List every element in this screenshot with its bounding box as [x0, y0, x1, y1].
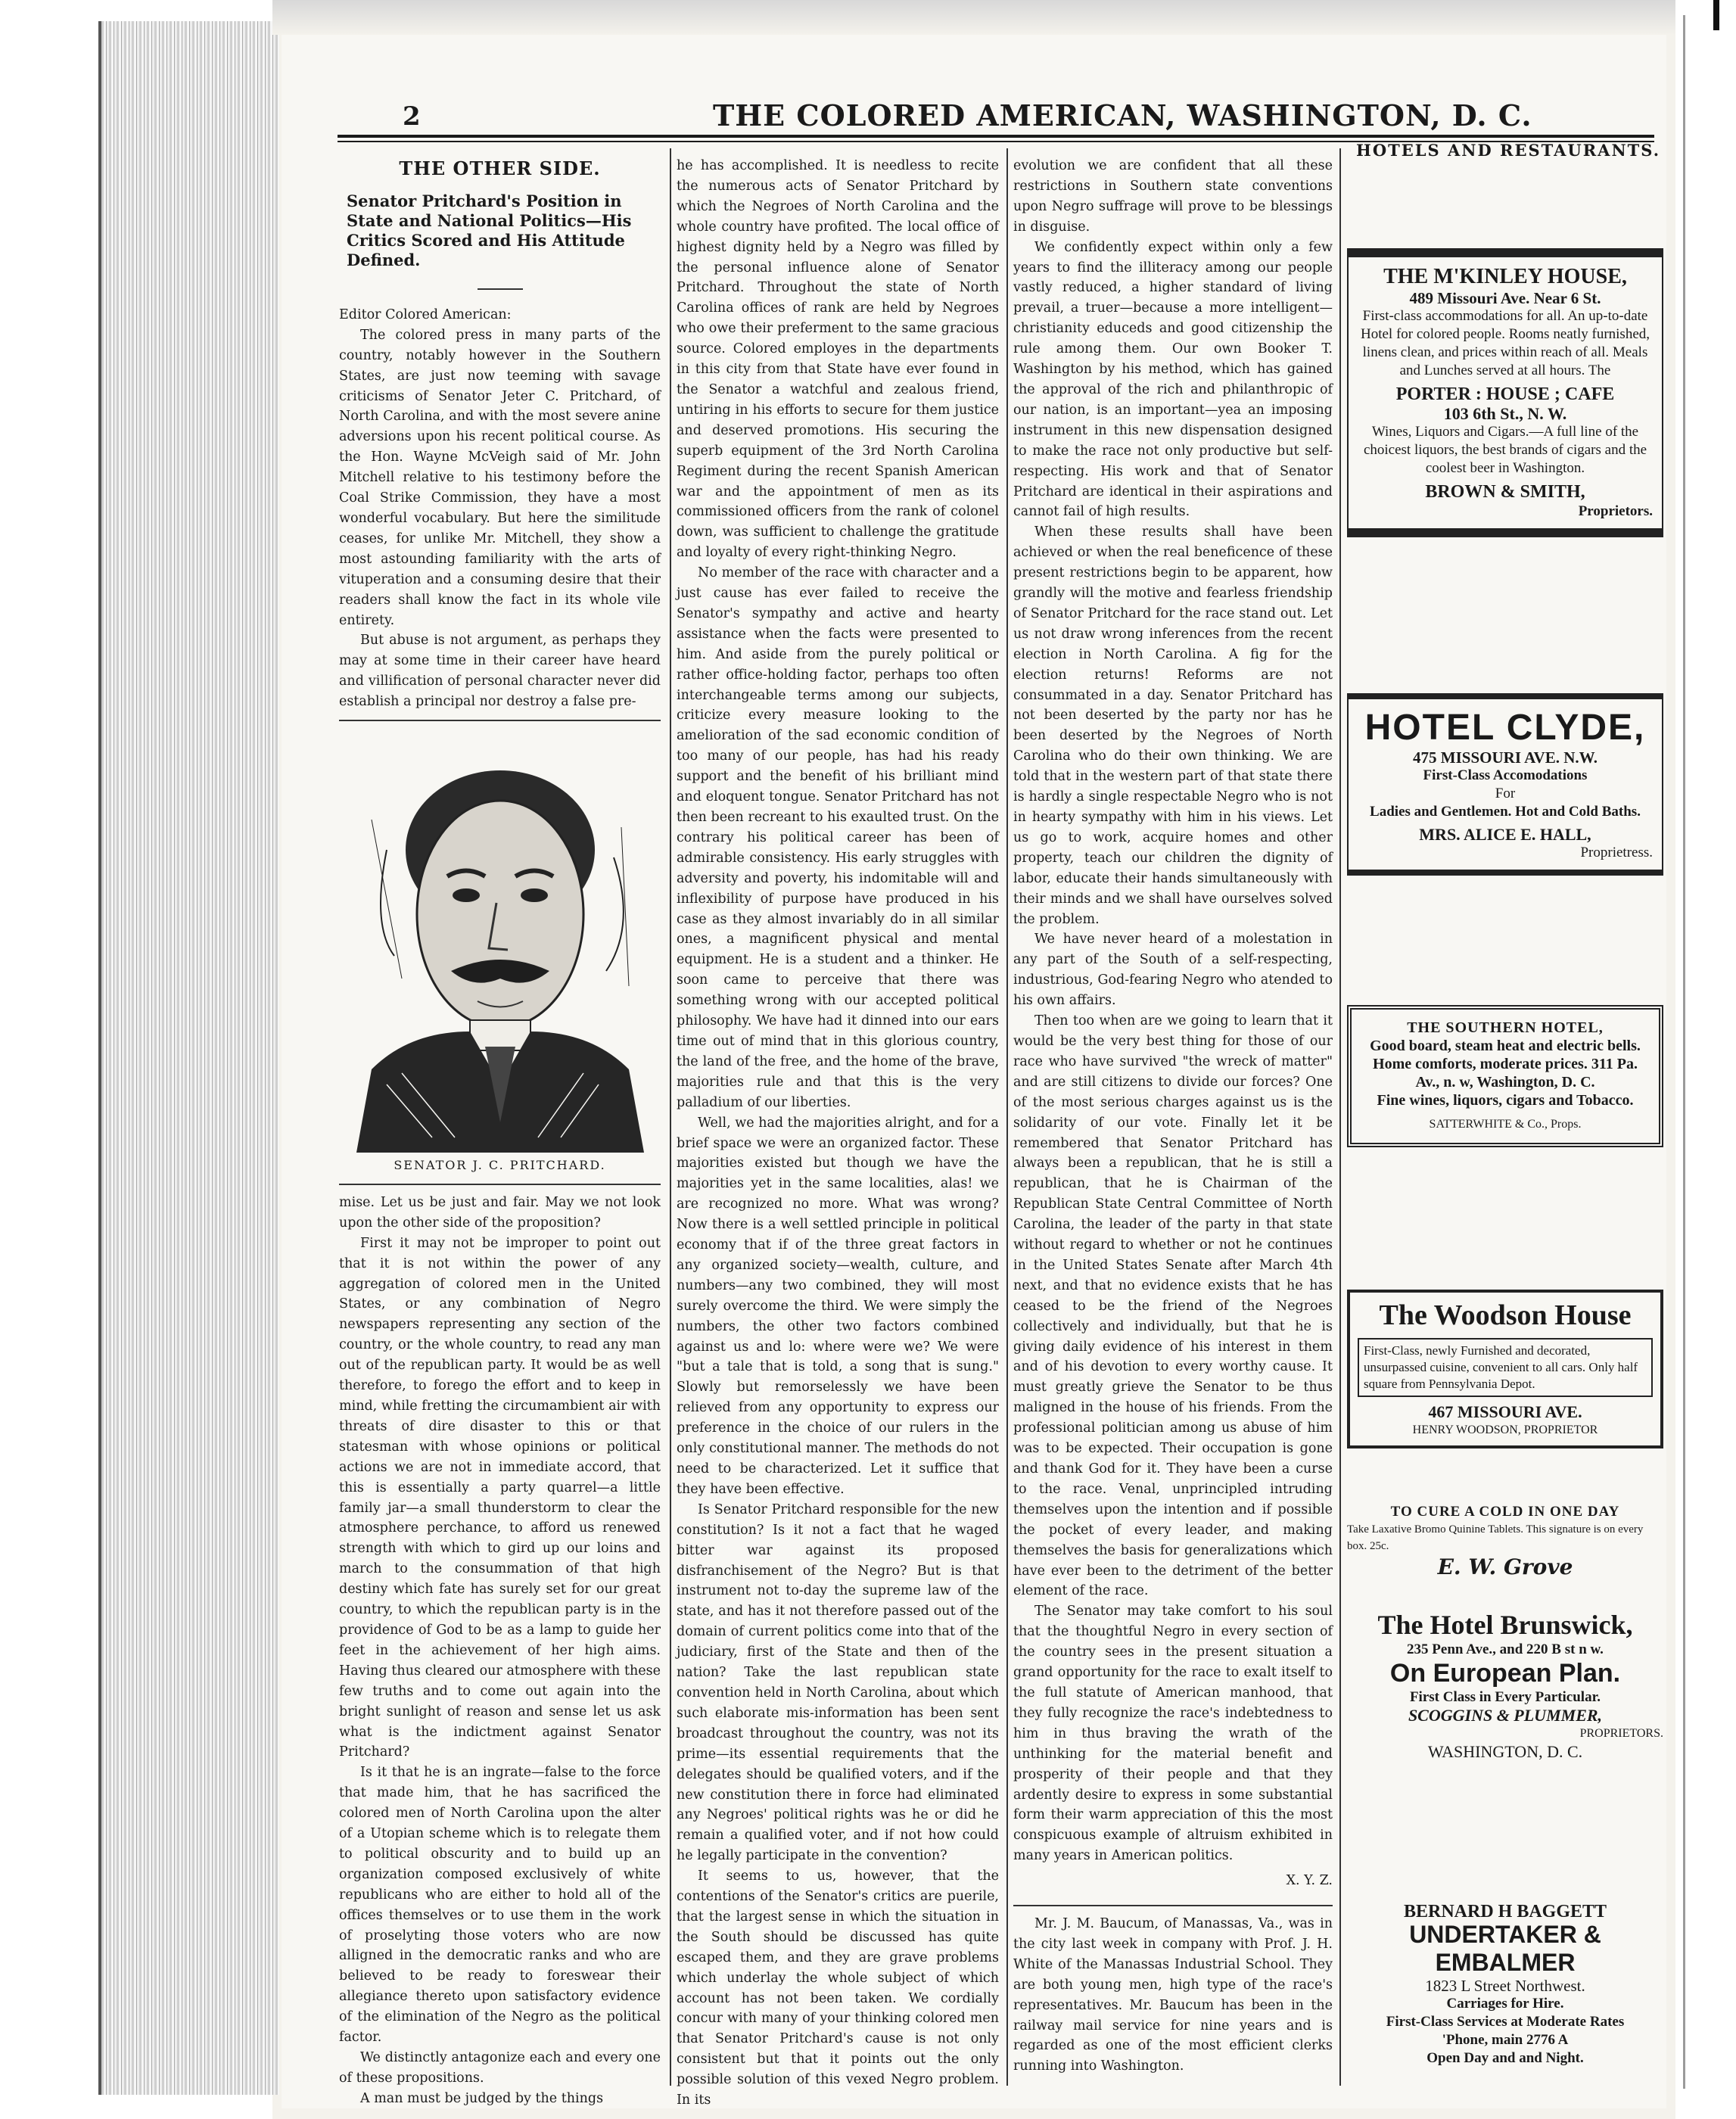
ad-address: 475 MISSOURI AVE. N.W. [1413, 748, 1598, 767]
ad-subtitle: UNDERTAKER & EMBALMER [1409, 1921, 1601, 1976]
paragraph: It seems to us, however, that the contentions of the Senator's critics are puerile, that the largest sense in which the situation in the South should be discussed has quite escaped them, and they are grave problems which underlay the whole subject of which account has not been taken. We cordially concur with many of your thinking colored men that Senator Pritchard's cause is not only consistent but that it points out the only possible solution of this vexed Negro problem. In its [677, 1869, 999, 2108]
masthead-rule [338, 135, 1654, 138]
ad-title: The Hotel Brunswick, [1377, 1610, 1633, 1640]
ad-role: PROPRIETORS. [1579, 1727, 1663, 1740]
article-deck: Senator Pritchard's Position in State and National Politics—His Critics Scored and His Attitude Defined. [347, 191, 632, 269]
paragraph: he has accomplished. It is needless to recite the numerous acts of Senator Pritchard by which the Negroes of North Carolina and the whole country have profited. The local office of highest dignity held by a Negro was filled by the personal influence alone of Senator Pritchard. Throughout the state of North Carolina offices of rank are held by Negroes who owe their preferment to the same gracious source. Colored employes in the departments in this city from that State have ever found in the Senator a watchful and zealous friend, untiring in his efforts to secure for them justice and deserved promotions. His securing the superb equipment of the 3rd North Carolina Regiment during the recent Spanish American war and the appointment of men as its commissioned officers from the rank of colonel down, was sufficient to challenge the gratitude and loyalty of every right-thinking Negro. [677, 158, 999, 561]
ad-title: TO CURE A COLD IN ONE DAY [1390, 1504, 1620, 1520]
paragraph: First it may not be improper to point out that it is not within the power of any aggregation of colored men in the United States, or any combination of Negro newspapers representing any section of the country, or the whole country, to read any man out of the republican party. It would be as well therefore, to forego the effort and to keep in mind, while fretting the circumambient air with threats of dire disaster to this or that statesman with whose opinions or political actions we are not in immediate accord, that this is essentially a party quarrel—a little family jar—a small thunderstorm to clear the atmosphere perchance, to afford us renewed strength with which to gird up our loins and march to the consummation of that high destiny which fate has surely set for our great country, to which the republican party is in the providence of God to be as a lamp to guide her feet in the achievement of her high aims. Having thus cleared our atmosphere with these few truths and to come out again into the bright sunlight of reason and sense let us ask what is the indictment against Senator Pritchard? [339, 1235, 661, 1760]
article-signature: X. Y. Z. [1286, 1873, 1333, 1889]
ad-title: THE M'KINLEY HOUSE, [1383, 265, 1627, 288]
paragraph: The colored press in many parts of the country, notably however in the Southern States, are just now teeming with savage criticisms of Senator Jeter C. Pritchard, of North Carolina, and with the most severe anine adversions upon his recent political course. As the Hon. Wayne McVeigh said of Mr. John Mitchell relative to his testimony before the Coal Strike Commission, they have a most wonderful vocabulary. But here the similitude ceases, for unlike Mr. Mitchell, they show a most astounding familiarity with the arts of vituperation and a consuming desire that their readers shall know the fact in its whole vile entirety. [339, 327, 661, 628]
separator [339, 1184, 661, 1185]
paragraph: The Senator may take comfort to his soul that the thoughtful Negro in every section of the country sees in the present situation a grand opportunity for the race to exalt itself to the full statute of American manhood, that they fully recognize the race's indebtedness to him in thus braving the wrath of the unthinking for the material benefit and prosperity of their people and that they ardently desire to express in some substantial form their warm appreciation of this the most conspicuous example of altruism exhibited in many years in American politics. [1013, 1604, 1333, 1864]
paragraph: We confidently expect within only a few years to find the illiteracy among our people vastly reduced, a higher standard of living prevail, a truer—because a more intelligent—christianity educeds and good citizenship the rule among them. Our own Booker T. Washington by his method, which has gained the approval of the rich and philanthropic of our nation, is an important—yea an imposing instrument in this new dispensation designed to make the race not only productive but self-respecting. His work and that of Senator Pritchard are identical in their aspirations and cannot fail of high results. [1013, 239, 1333, 520]
ad-subtitle: PORTER : HOUSE ; CAFE [1395, 384, 1615, 404]
ad-body: Fine wines, liquors, cigars and Tobacco. [1377, 1092, 1634, 1109]
ad-owner: BROWN & SMITH, [1425, 482, 1585, 502]
paragraph: mise. Let us be just and fair. May we not look upon the other side of the proposition? [339, 1194, 661, 1231]
ad-body: For [1495, 786, 1516, 801]
ad-woodson-house [1347, 1290, 1663, 1448]
paragraph: Then too when are we going to learn that it would be the very best thing for those of our race who have survived "the wreck of matter" and are still citizens to divide our forces? One of the most serious charges against us is the solidarity of our vote. Finally let it be remembered that Senator Pritchard has always been a republican, that he is still a republican, that he is Chairman of the Republican State Central Committee of North Carolina, the leader of the party in that state without regard to whether or not he continues in the United States Senate after March 4th next, and that no evidence exists that he has ceased to be the friend of the Negroes collectively and individually, but that he is giving daily evidence of his interest in them and of his devotion to every worthy cause. It must greatly grieve the Senator to be thus maligned in the house of his friends. From the professional politician among us abuse of him was to be expected. Their occupation is gone and thank God for it. They have been a curse to the race. Venal, unprincipled intruding themselves upon the intention and if possible the pocket of every leader, and making themselves the basis for generalizations which have ever been to the detriment of the better element of the race. [1013, 1013, 1333, 1599]
ad-address: 103 6th St., N. W. [1443, 404, 1567, 423]
separator [1013, 1905, 1333, 1906]
ad-baggett-undertaker [1347, 1903, 1663, 2068]
ad-body: First-Class, newly Furnished and decorated, unsurpassed cuisine, convenient to all cars. Only half square from Pennsylvania Depot. [1358, 1338, 1653, 1397]
column-divider [670, 148, 671, 2086]
portrait-caption: SENATOR J. C. PRITCHARD. [394, 1158, 606, 1173]
column-divider [1339, 148, 1341, 2086]
ad-address: 467 MISSOURI AVE. [1428, 1402, 1582, 1421]
ad-body: First Class in Every Particular. [1409, 1689, 1601, 1705]
ad-hotel-brunswick [1347, 1609, 1663, 1761]
paragraph: Is Senator Pritchard responsible for the new constitution? Is it not a fact that he waged bitter war against its proposed disfranchisement of the Negro? But is that instrument not to-day the supreme law of the state, and has it not therefore passed out of the domain of current politics come into that of the judiciary, first of the State and then of the nation? Take the last republican state convention held in North Carolina, about which such elaborate mis-information has been sent broadcast throughout the country, was not its prime—its essential requirements that the delegates should be qualified voters, and if the new constitution there in force had eliminated any Negroes' political rights was he or did he remain a qualified voter, and if not how could he legally participate in the convention? [677, 1501, 999, 1864]
column-divider [1006, 148, 1008, 2086]
ad-role: Proprietors. [1578, 503, 1653, 519]
article-headline: THE OTHER SIDE. [399, 157, 601, 179]
paragraph: We distinctly antagonize each and every one of these propositions. [339, 2050, 661, 2086]
ad-body: Carriages for Hire. [1446, 1996, 1564, 2012]
ad-title: BERNARD H BAGGETT [1403, 1902, 1607, 1921]
salutation: Editor Colored American: [339, 306, 512, 322]
top-shadow [272, 0, 1675, 35]
paragraph: When these results shall have been achieved or when the real beneficence of these present restrictions begin to be apparent, how grandly will the motive and fearless friendship of Senator Pritchard for the race stand out. Let us not draw wrong inferences from the recent election in North Carolina. A fig for the election returns! Reforms are not consummated in a day. Senator Pritchard has not been deserted by the party nor has he been deserted by the Negroes of North Carolina who do their own thinking. We are told that in the western part of that state there is hardly a single respectable Negro who is not in hearty sympathy with him in his views. Let us go to work, acquire homes and other property, teach our children the dignity of labor, educate their hands simultaneously with their minds and we shall have ourselves solved the problem. [1013, 524, 1333, 927]
paragraph: A man must be judged by the things [360, 2090, 604, 2106]
paragraph: Is it that he is an ingrate—false to the force that made him, that he has sacrificed the colored men of North Carolina upon the alter of a Utopian scheme which is to relegate them to political obscurity and to build up an organization composed exclusively of white republicans who are either to hold all of the offices themselves or to use them in the work of proselyting those voters who are now alligned in the democratic ranks and who are believed to be ready to foreswear their allegiance thereto upon satisfactory evidence of the elimination of the Negro as the political factor. [339, 1765, 661, 2046]
paragraph: But abuse is not argument, as perhaps they may at some time in their career have heard and villification of personal character never did establish a principal nor destroy a false pre- [339, 633, 661, 710]
masthead: THE COLORED AMERICAN, WASHINGTON, D. C. [713, 98, 1532, 132]
ad-body: First-Class Accomodations [1423, 767, 1588, 783]
paragraph: We have never heard of a molestation in any part of the South of a self-respecting, industrious, God-fearing Negro who atended to his own affairs. [1013, 932, 1333, 1009]
ad-title: HOTEL CLYDE, [1364, 708, 1646, 748]
article-column-3 [1013, 156, 1333, 2077]
ad-subtitle: On European Plan. [1389, 1659, 1621, 1688]
ad-body: Take Laxative Bromo Quinine Tablets. This signature is on every box. 25c. [1347, 1523, 1644, 1552]
ad-bromo-quinine [1347, 1503, 1663, 1579]
ad-title: The Woodson House [1379, 1299, 1632, 1331]
senator-portrait-image [341, 729, 659, 1153]
ads-section-heading: HOTELS AND RESTAURANTS. [1356, 141, 1661, 160]
page-edges [98, 21, 279, 2095]
article-column-1 [339, 156, 661, 2109]
ad-owner: HENRY WOODSON, [1412, 1424, 1521, 1436]
ad-body: Ladies and Gentlemen. Hot and Cold Baths. [1370, 804, 1641, 820]
ad-role: PROPRIETOR [1523, 1424, 1598, 1436]
ad-city: WASHINGTON, D. C. [1427, 1742, 1583, 1761]
ad-body: Good board, steam heat and electric bells. Home comforts, moderate prices. 311 Pa. Av., n. w, Washington, D. C. [1370, 1038, 1641, 1091]
separator [478, 288, 523, 290]
ad-address: 235 Penn Ave., and 220 B st n w. [1407, 1641, 1604, 1657]
ad-mckinley-house [1347, 248, 1663, 537]
ad-address: 489 Missouri Ave. Near 6 St. [1409, 289, 1601, 307]
ad-southern-hotel [1347, 1005, 1663, 1147]
paragraph: No member of the race with character and a just cause has ever failed to receive the Senator's sympathy and active and hearty assistance when the facts were presented to him. And aside from the purely political or rather office-holding factor, perhaps too often interchangeable terms among our subjects, criticize every measure looking to the amelioration of the sad economic condition of too many of our people, has had his ready support and the benefit of his brilliant mind and eloquent tongue. Senator Pritchard has not then been recreant to his exaulted trust. On the contrary his political career has been of admirable consistency. His early struggles with adversity and poverty, his indomitable will and inflexibility of purpose have produced in his case as they almost invariably do in all similar ones, a magnificent physical and mental equipment. He is a student and a thinker. He soon came to perceive that there was something wrong with our accepted political philosophy. We have had it dinned into our ears time out of mind that in this glorious country, the land of the free, and the home of the brave, majorities rule and that this is the very palladium of our liberties. [677, 565, 999, 1110]
ad-address: 1823 L Street Northwest. [1425, 1977, 1585, 1995]
ad-hotel-clyde [1347, 693, 1663, 876]
ad-owner: SCOGGINS & PLUMMER, [1408, 1706, 1603, 1725]
local-news-item: Mr. J. M. Baucum, of Manassas, Va., was in the city last week in company with Prof. J. H. White of the Manassas Industrial School. They are both young men, high type of the race's representatives. Mr. Baucum has been in the railway mail service for nine years and is regarded as one of the most efficient clerks running into Washington. [1013, 1916, 1333, 2074]
ad-owner: SATTERWHITE & Co., Props. [1429, 1118, 1582, 1131]
newspaper-page [282, 35, 1666, 2108]
ad-body: Wines, Liquors and Cigars.—A full line of the choicest liquors, the best brands of cigars and the coolest beer in Washington. [1363, 424, 1647, 476]
ad-body: 'Phone, main 2776 A [1442, 2032, 1569, 2048]
paragraph: evolution we are confident that all these restrictions in Southern state conventions upon Negro suffrage will prove to be blessings in disguise. [1013, 158, 1333, 235]
ad-body: Open Day and and Night. [1426, 2050, 1584, 2066]
page-number: 2 [403, 101, 421, 132]
right-margin [1675, 0, 1736, 2119]
signature-image: E. W. Grove [1437, 1554, 1573, 1579]
ad-title: THE SOUTHERN HOTEL, [1407, 1019, 1604, 1036]
article-column-2 [677, 156, 999, 2111]
separator [339, 720, 661, 721]
ad-body: First-class accommodations for all. An up-to-date Hotel for colored people. Rooms neatly furnished, linens clean, and prices within reach of all. Meals and Lunches served at all hours. The [1360, 308, 1650, 378]
paragraph: Well, we had the majorities alright, and for a brief space we were an organized factor. These majorities existed but though we have the majorities yet in the same localities, alas! we are recognized no more. What was wrong? Now there is a well settled principle in political economy that if of the three great factors in any organized society—wealth, culture, and numbers—any two combined, they will most surely overcome the third. We were simply the numbers, the other two factors combined against us and lo: where were we? We were "but a tale that is told, a song that is sung." Slowly but remorselessly we have been relieved from any opportunity to express our preference in the choice of our rulers in the only constitutional manner. The methods do not need to be characterized. Let it suffice that they have been effective. [677, 1115, 999, 1497]
ad-role: Proprietress. [1580, 845, 1653, 860]
ad-owner: MRS. ALICE E. HALL, [1419, 825, 1591, 844]
ad-body: First-Class Services at Moderate Rates [1386, 2014, 1625, 2030]
